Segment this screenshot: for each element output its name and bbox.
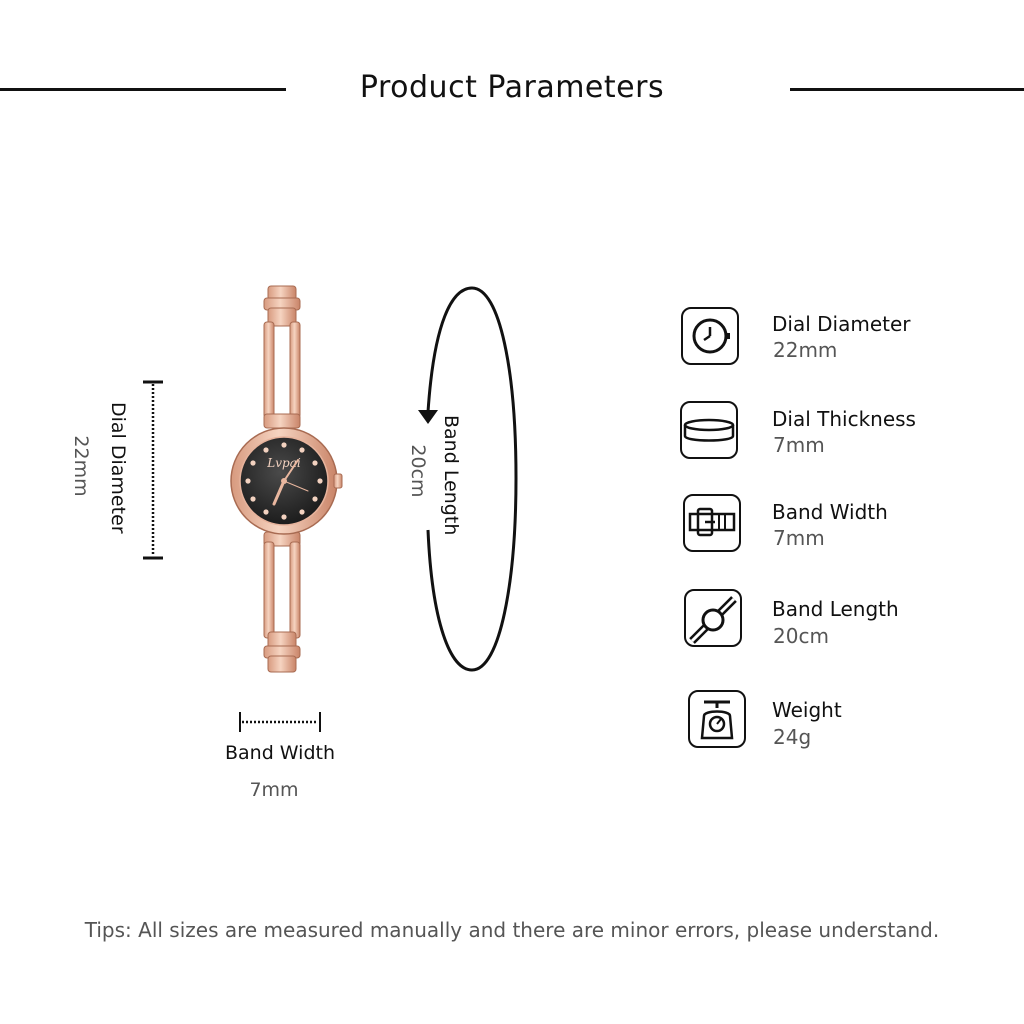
- tips-text: Tips: All sizes are measured manually and there are minor errors, please understand.: [84, 918, 940, 942]
- upper-band: [264, 286, 300, 428]
- dial-diameter-value: 22mm: [70, 435, 92, 497]
- param-label: Band Length: [772, 597, 899, 621]
- page-title: Product Parameters: [359, 70, 665, 105]
- dial-diameter-label: Dial Diameter: [107, 402, 129, 534]
- header-rule-right: [790, 88, 1024, 91]
- band-width-dimension-line: [236, 708, 324, 736]
- param-value: 24g: [773, 725, 812, 749]
- param-value: 7mm: [773, 526, 825, 550]
- band-length-value: 20cm: [407, 444, 429, 498]
- band-buckle-icon: [683, 494, 741, 552]
- dial-diameter-dimension-line: [138, 378, 168, 562]
- param-label: Band Width: [772, 500, 888, 524]
- param-value: 7mm: [773, 433, 825, 457]
- dial-thickness-icon: [680, 401, 738, 459]
- band-width-label: Band Width: [224, 742, 336, 764]
- param-label: Dial Thickness: [772, 407, 916, 431]
- param-value: 20cm: [773, 624, 829, 648]
- param-label: Dial Diameter: [772, 312, 911, 336]
- watch-image: [228, 282, 344, 678]
- watch-brand-logo: Lvpai: [267, 456, 301, 470]
- clock-icon: [681, 307, 739, 365]
- band-width-value: 7mm: [249, 779, 299, 801]
- scale-icon: [688, 690, 746, 748]
- param-value: 22mm: [773, 338, 838, 362]
- watch-band-icon: [684, 589, 742, 647]
- param-label: Weight: [772, 698, 842, 722]
- lower-band: [264, 532, 300, 672]
- band-length-label: Band Length: [440, 415, 462, 536]
